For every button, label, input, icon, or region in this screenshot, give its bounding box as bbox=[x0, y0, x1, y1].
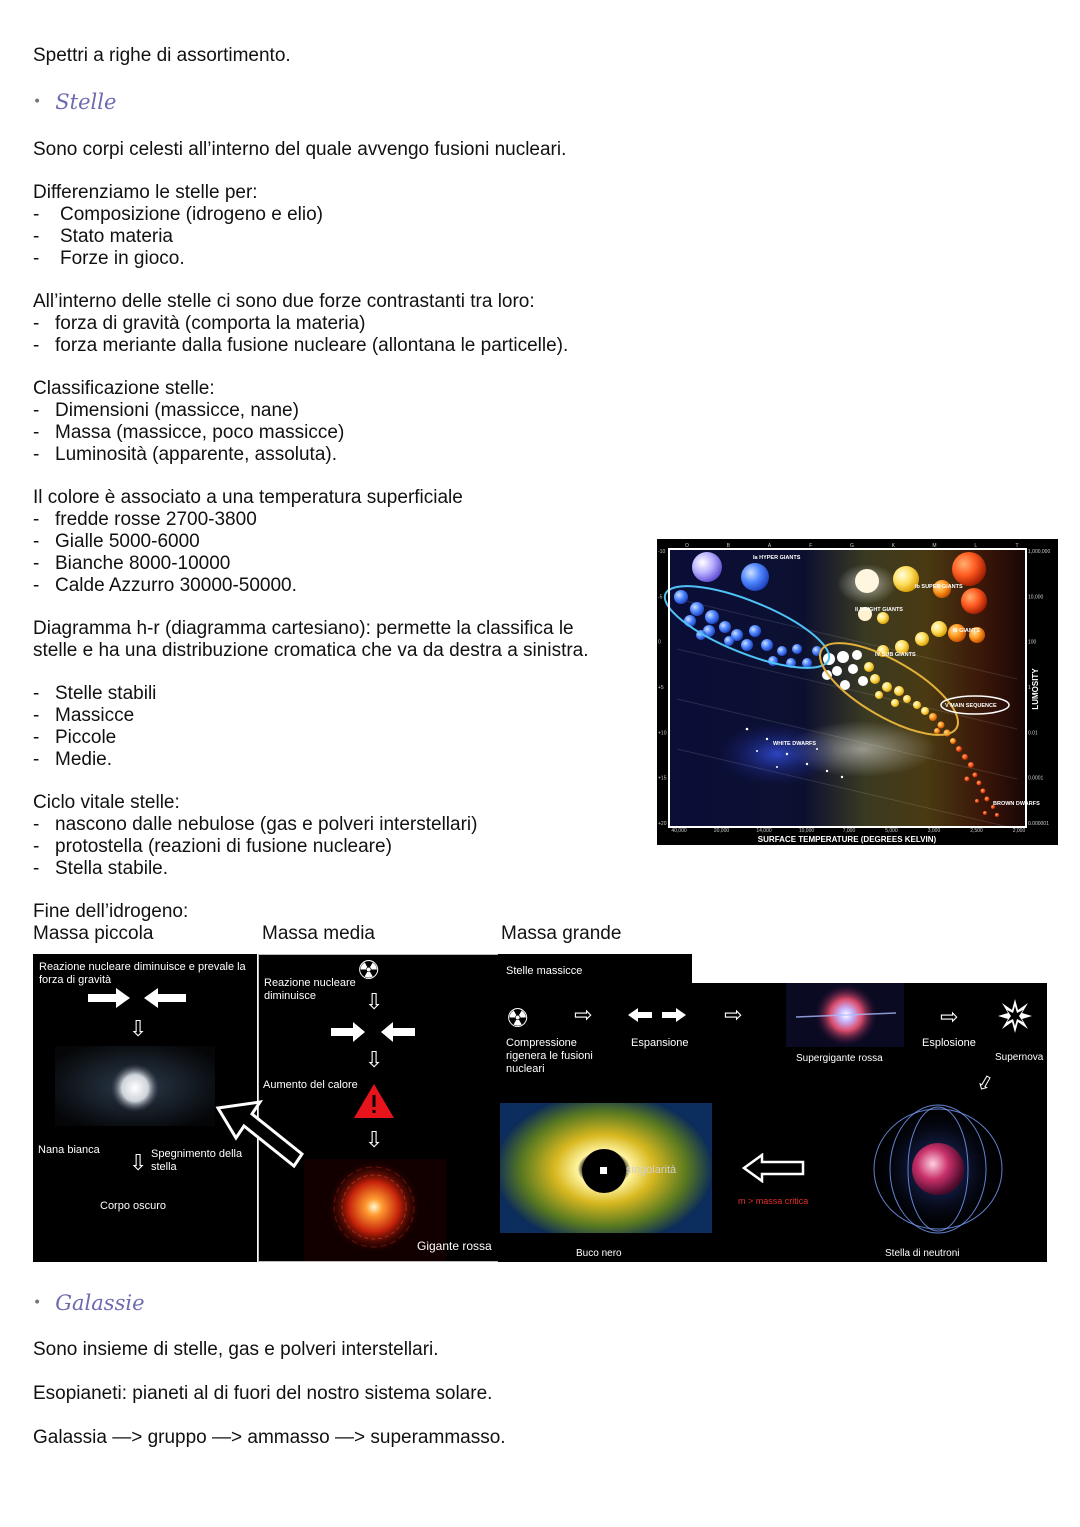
hr-luminosity-tick: 1,000,000 bbox=[1028, 549, 1051, 555]
hr-diagram bbox=[657, 539, 1058, 845]
hr-temperature-tick: 20,000 bbox=[713, 828, 730, 834]
arrows-expanding-icon bbox=[628, 1007, 686, 1023]
list-item: - Medie. bbox=[33, 749, 113, 770]
hr-luminosity-tick: 1 bbox=[1028, 685, 1031, 691]
hr-temperature-tick: 10,000 bbox=[798, 828, 815, 834]
down-arrow-icon: ⇩ bbox=[129, 1150, 148, 1175]
down-left-arrow-icon: ⇩ bbox=[971, 1070, 998, 1098]
list-item: - forza meriante dalla fusione nucleare (allontana le particelle). bbox=[33, 335, 569, 356]
hr-temperature-tick: 14,000 bbox=[756, 828, 772, 834]
explosion-icon bbox=[998, 999, 1032, 1033]
list-item: - Massicce bbox=[33, 705, 135, 726]
dark-body-label: Corpo oscuro bbox=[100, 1200, 167, 1212]
lifecycle-large-panel bbox=[498, 983, 1047, 1262]
hr-temperature-tick: 40,000 bbox=[671, 828, 687, 834]
hr-luminosity-tick: 0.01 bbox=[1028, 730, 1038, 737]
supergiant-label: Supergigante rossa bbox=[796, 1053, 883, 1064]
heat-label: Aumento del calore bbox=[263, 1079, 358, 1091]
black-hole-image bbox=[500, 1103, 712, 1233]
forces-title: All’interno delle stelle ci sono due forze contrastanti tra loro: bbox=[33, 291, 535, 312]
list-item: - Calde Azzurro 30000-50000. bbox=[33, 575, 297, 596]
hr-magnitude-tick: +5 bbox=[658, 685, 664, 691]
galassie-definition: Sono insieme di stelle, gas e polveri interstellari. bbox=[33, 1339, 439, 1360]
color-title: Il colore è associato a una temperatura superficiale bbox=[33, 487, 463, 508]
right-arrow-icon: ⇨ bbox=[574, 1002, 593, 1027]
hr-label-super: Ib SUPER GIANTS bbox=[915, 584, 963, 590]
heading-stelle: • Stelle bbox=[33, 90, 117, 114]
col-medium-label: Massa media bbox=[262, 923, 375, 944]
list-item: - Piccole bbox=[33, 727, 117, 748]
hr-label-main: V MAIN SEQUENCE bbox=[945, 703, 997, 709]
col-large-label: Massa grande bbox=[501, 923, 622, 944]
red-giant-label: Gigante rossa bbox=[417, 1239, 492, 1253]
hr-label-bright: II BRIGHT GIANTS bbox=[855, 607, 903, 613]
hr-description-2: stelle e ha una distribuzione cromatica che va da destra a sinistra. bbox=[33, 640, 589, 661]
radiation-icon: ☢ bbox=[357, 955, 381, 985]
hr-spectral-tick: M bbox=[932, 543, 937, 549]
down-arrow-icon: ⇩ bbox=[129, 1016, 148, 1041]
intro-text: Spettri a righe di assortimento. bbox=[33, 45, 291, 66]
hr-temperature-tick: 5,000 bbox=[885, 828, 898, 834]
hr-label-sub: IV SUB GIANTS bbox=[875, 652, 916, 658]
hr-luminosity-tick: 10,000 bbox=[1028, 594, 1044, 601]
arrows-converging-icon bbox=[331, 1021, 415, 1043]
list-item: - protostella (reazioni di fusione nucleare) bbox=[33, 836, 392, 857]
switch-off-label: Spegnimento della stella bbox=[151, 1148, 243, 1173]
singularity-label: singolarità bbox=[626, 1164, 677, 1176]
end-title: Fine dell’idrogeno: bbox=[33, 901, 189, 922]
large-title-label: Stelle massicce bbox=[506, 965, 583, 977]
hr-diagram-svg bbox=[657, 539, 1058, 845]
hr-temperature-tick: 2,000 bbox=[1012, 828, 1026, 834]
supernova-label: Supernova bbox=[995, 1052, 1044, 1063]
class-title: Classificazione stelle: bbox=[33, 378, 215, 399]
hr-luminosity-tick: 0.0001 bbox=[1028, 775, 1044, 782]
list-item: - Stelle stabili bbox=[33, 683, 157, 704]
hr-description-1: Diagramma h-r (diagramma cartesiano): permette la classifica le bbox=[33, 618, 574, 639]
radiation-icon: ☢ bbox=[506, 1003, 530, 1033]
hr-label-white: WHITE DWARFS bbox=[773, 741, 817, 747]
list-item: - Stella stabile. bbox=[33, 858, 169, 879]
right-arrow-icon: ⇨ bbox=[724, 1002, 743, 1027]
exoplanets-text: Esopianeti: pianeti al di fuori del nostro sistema solare. bbox=[33, 1383, 493, 1404]
hr-spectral-tick: K bbox=[891, 543, 895, 549]
list-item: - fredde rosse 2700-3800 bbox=[33, 509, 257, 530]
right-arrow-icon: ⇨ bbox=[940, 1004, 959, 1029]
white-dwarf-label: Nana bianca bbox=[38, 1144, 100, 1156]
hr-magnitude-tick: +10 bbox=[658, 730, 667, 737]
expansion-label: Espansione bbox=[631, 1037, 689, 1049]
hr-magnitude-tick: +15 bbox=[658, 775, 667, 782]
list-item: - Bianche 8000-10000 bbox=[33, 553, 231, 574]
transition-arrow-icon bbox=[212, 1098, 308, 1170]
hr-spectral-tick: B bbox=[726, 543, 730, 549]
cycle-title: Ciclo vitale stelle: bbox=[33, 792, 180, 813]
col-small-label: Massa piccola bbox=[33, 923, 154, 944]
list-item: - Luminosità (apparente, assoluta). bbox=[33, 444, 337, 465]
hr-spectral-tick: O bbox=[685, 543, 689, 549]
hr-temperature-tick: 7,000 bbox=[842, 828, 856, 834]
explosion-label: Esplosione bbox=[922, 1037, 976, 1049]
list-item: - Massa (massicce, poco massicce) bbox=[33, 422, 345, 443]
hr-magnitude-tick: -5 bbox=[658, 594, 663, 601]
hr-spectral-tick: L bbox=[974, 543, 978, 549]
hr-label-brown: BROWN DWARFS bbox=[993, 801, 1040, 807]
compression-label: Compressione rigenera le fusioni nucleari bbox=[506, 1037, 593, 1075]
diff-title: Differenziamo le stelle per: bbox=[33, 182, 258, 203]
hr-label-giants: III GIANTS bbox=[953, 628, 980, 634]
warning-icon bbox=[353, 1083, 395, 1119]
hr-magnitude-tick: +20 bbox=[658, 821, 667, 827]
left-arrow-icon bbox=[742, 1153, 806, 1183]
list-item: - Gialle 5000-6000 bbox=[33, 531, 200, 552]
medium-reaction-text: Reazione nucleare diminuisce bbox=[264, 977, 356, 1002]
list-item: - Dimensioni (massicce, nane) bbox=[33, 400, 299, 421]
hr-magnitude-tick: 0 bbox=[658, 639, 661, 646]
list-item: - Composizione (idrogeno e elio) bbox=[33, 204, 323, 225]
hr-xlabel: SURFACE TEMPERATURE (DEGREES KELVIN) bbox=[757, 835, 937, 844]
lifecycle-large-title bbox=[498, 954, 692, 984]
hr-magnitude-tick: -10 bbox=[658, 549, 666, 555]
stelle-definition: Sono corpi celesti all’interno del quale avvengo fusioni nucleari. bbox=[33, 139, 567, 160]
list-item: - nascono dalle nebulose (gas e polveri interstellari) bbox=[33, 814, 478, 835]
arrows-converging-icon bbox=[88, 986, 188, 1010]
hr-spectral-tick: G bbox=[850, 543, 854, 549]
hr-spectral-tick: T bbox=[1015, 543, 1019, 549]
hr-luminosity-tick: 100 bbox=[1028, 639, 1037, 646]
supergiant-image bbox=[786, 983, 904, 1047]
white-dwarf-image bbox=[55, 1046, 215, 1126]
neutron-star-label: Stella di neutroni bbox=[885, 1248, 960, 1259]
hr-luminosity-tick: 0.000001 bbox=[1028, 821, 1049, 827]
hr-spectral-tick: F bbox=[809, 543, 813, 549]
hr-temperature-tick: 2,500 bbox=[970, 828, 983, 834]
small-reaction-text: Reazione nucleare diminuisce e prevale la forza di gravità bbox=[39, 961, 246, 986]
critical-mass-label: m > massa critica bbox=[738, 1196, 809, 1206]
down-arrow-icon: ⇩ bbox=[365, 989, 384, 1014]
hr-temperature-tick: 3,000 bbox=[927, 828, 941, 834]
black-hole-label: Buco nero bbox=[576, 1248, 622, 1259]
list-item: - Forze in gioco. bbox=[33, 248, 185, 269]
down-arrow-icon: ⇩ bbox=[365, 1127, 384, 1152]
hr-label-hyper: Ia HYPER GIANTS bbox=[753, 555, 801, 561]
down-arrow-icon: ⇩ bbox=[365, 1047, 384, 1072]
heading-galassie: • Galassie bbox=[33, 1291, 145, 1315]
hr-spectral-tick: A bbox=[767, 543, 772, 549]
neutron-star-image bbox=[838, 1099, 1038, 1241]
list-item: - Stato materia bbox=[33, 226, 173, 247]
list-item: - forza di gravità (comporta la materia) bbox=[33, 313, 366, 334]
hierarchy-text: Galassia —> gruppo —> ammasso —> superammasso. bbox=[33, 1427, 506, 1448]
hr-ylabel: LUMOSITY bbox=[1031, 668, 1040, 710]
